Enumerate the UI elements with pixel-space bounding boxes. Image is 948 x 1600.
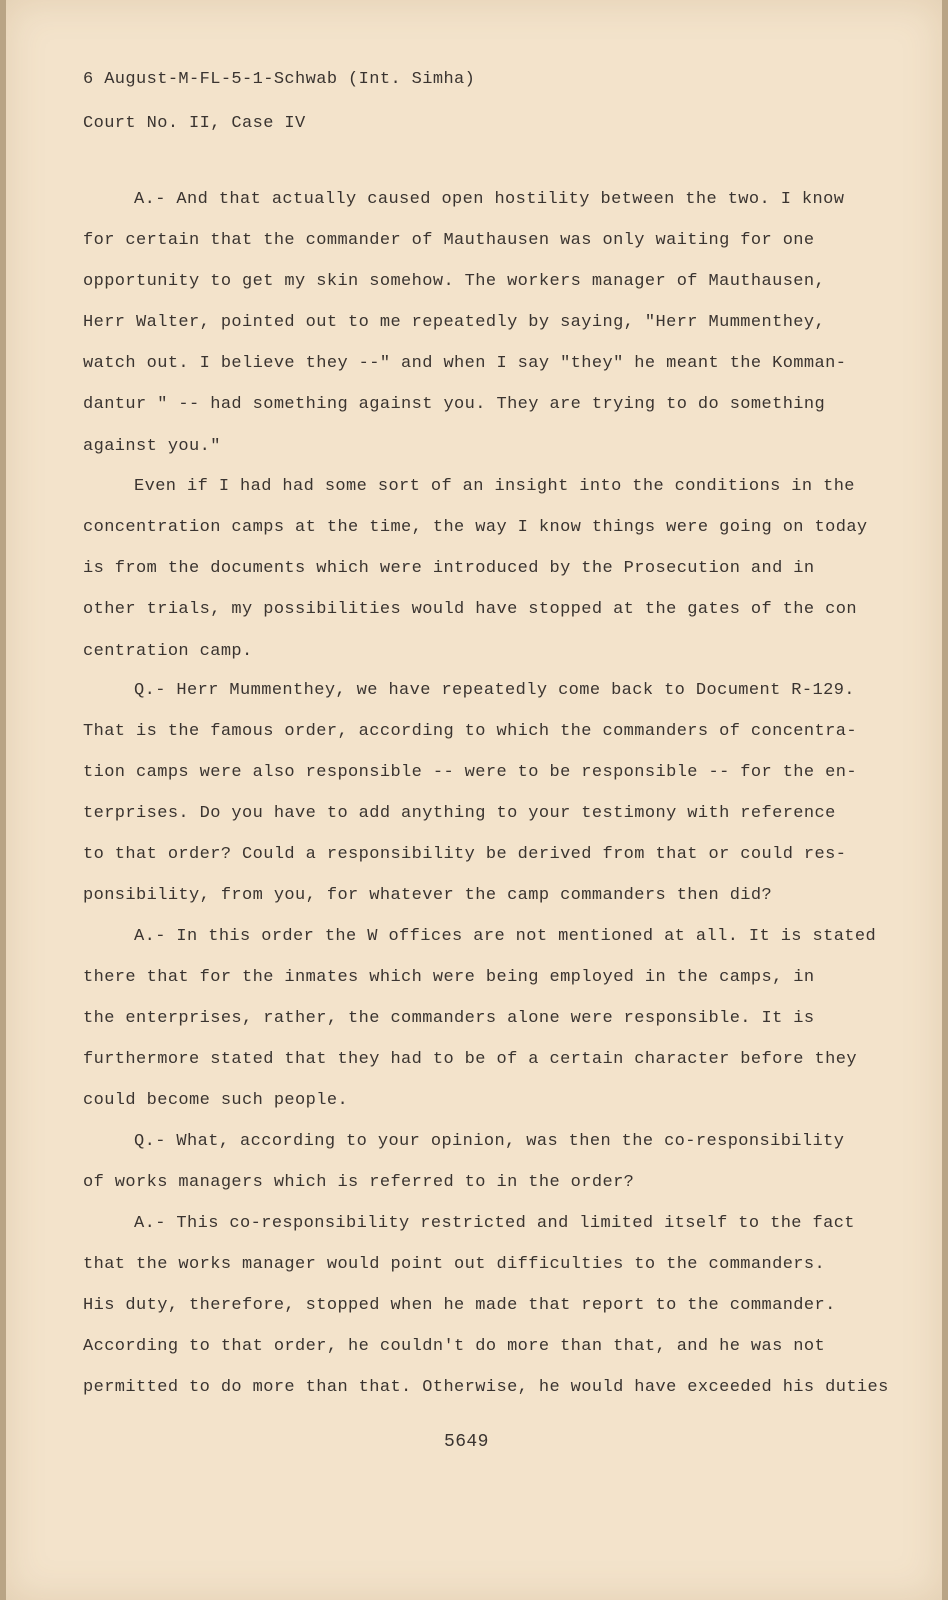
text-line: watch out. I believe they --" and when I say "they" he meant the Komman- [83, 354, 847, 373]
text-line: other trials, my possibilities would have stopped at the gates of the con [83, 600, 857, 619]
text-line: permitted to do more than that. Otherwise, he would have exceeded his duties [83, 1378, 889, 1397]
text-line: Herr Walter, pointed out to me repeatedly by saying, "Herr Mummenthey, [83, 313, 826, 332]
text-line: against you." [83, 437, 221, 456]
text-line: dantur " -- had something against you. They are trying to do something [83, 395, 826, 414]
text-line: for certain that the commander of Mauthausen was only waiting for one [83, 231, 815, 250]
text-line: ponsibility, from you, for whatever the camp commanders then did? [83, 886, 773, 905]
text-line: the enterprises, rather, the commanders alone were responsible. It is [83, 1009, 815, 1028]
text-line: His duty, therefore, stopped when he made that report to the commander. [83, 1296, 836, 1315]
text-line: A.- This co-responsibility restricted and limited itself to the fact [134, 1214, 855, 1233]
text-line: centration camp. [83, 642, 253, 661]
text-line: is from the documents which were introduced by the Prosecution and in [83, 559, 815, 578]
document-page [6, 0, 942, 1600]
text-line: That is the famous order, according to which the commanders of concentra- [83, 722, 857, 741]
page-number: 5649 [444, 1432, 489, 1452]
text-line: tion camps were also responsible -- were to be responsible -- for the en- [83, 763, 857, 782]
text-line: A.- In this order the W offices are not mentioned at all. It is stated [134, 927, 877, 946]
text-line: of works managers which is referred to in the order? [83, 1173, 635, 1192]
text-line: Q.- What, according to your opinion, was then the co-responsibility [134, 1132, 845, 1151]
text-line: Q.- Herr Mummenthey, we have repeatedly come back to Document R-129. [134, 681, 855, 700]
text-line: concentration camps at the time, the way I know things were going on today [83, 518, 868, 537]
text-line: According to that order, he couldn't do more than that, and he was not [83, 1337, 826, 1356]
text-line: opportunity to get my skin somehow. The workers manager of Mauthausen, [83, 272, 826, 291]
text-line: to that order? Could a responsibility be derived from that or could res- [83, 845, 847, 864]
text-line: could become such people. [83, 1091, 349, 1110]
text-line: terprises. Do you have to add anything to your testimony with reference [83, 804, 836, 823]
text-line: that the works manager would point out difficulties to the commanders. [83, 1255, 826, 1274]
text-line: there that for the inmates which were being employed in the camps, in [83, 968, 815, 987]
header-court-line: Court No. II, Case IV [83, 114, 306, 133]
text-line: A.- And that actually caused open hostility between the two. I know [134, 190, 845, 209]
text-line: furthermore stated that they had to be of a certain character before they [83, 1050, 857, 1069]
header-case-line: 6 August-M-FL-5-1-Schwab (Int. Simha) [83, 70, 476, 89]
text-line: Even if I had had some sort of an insight into the conditions in the [134, 477, 855, 496]
